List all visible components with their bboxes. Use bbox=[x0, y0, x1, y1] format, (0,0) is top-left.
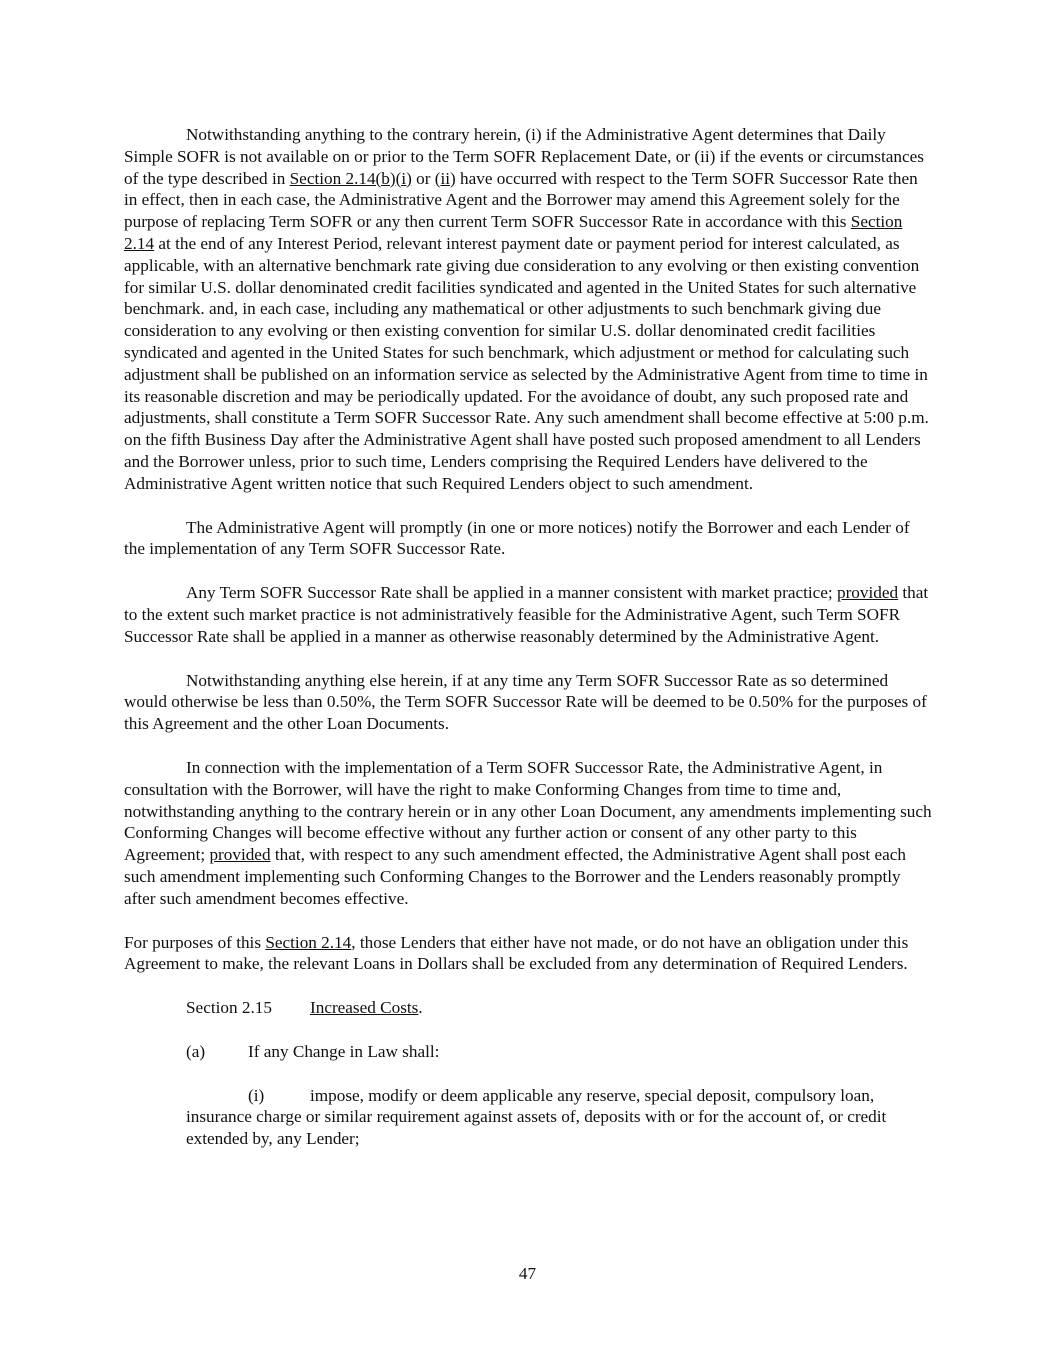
clause-a bbox=[186, 1041, 934, 1063]
section-number: Section 2.15 bbox=[186, 998, 272, 1018]
provided-term: provided bbox=[836, 583, 899, 603]
paragraph-rate-floor: Notwithstanding anything else herein, if at any time any Term SOFR Successor Rate as so determined would otherwise be less than 0.50%, the Term SOFR Successor Rate will be deemed to be 0.50% for the purposes of this Agreement and the other Loan Documents. bbox=[124, 670, 927, 734]
section-2-14-reference: Section 2.14 bbox=[265, 932, 352, 952]
paragraph-conforming-changes: In connection with the implementation of a Term SOFR Successor Rate, the Administrative Agent, in consultation with the Borrower, will have the right to make Conforming Changes from time to time and, notwithstanding anything to the contrary herein or in any other Loan Document, any amendments implementing such Conforming Changes will become effective without any further action or consent of any other party to this Agreement; provided that, with respect to any such amendment effected, the Administrative Agent shall post each such amendment implementing such Conforming Changes to the Borrower and the Lenders reasonably promptly after such amendment becomes effective. bbox=[124, 757, 932, 908]
section-2-14-reference: Section 2.14 bbox=[124, 212, 903, 253]
provided-term: provided bbox=[209, 845, 271, 865]
clause-i-text: impose, modify or deem applicable any reserve, special deposit, compulsory loan, insurance charge or similar requirement against assets of, deposits with or for the account of, or credit extended by, any Lender; bbox=[186, 1085, 887, 1149]
clause-i-label: (i) bbox=[248, 1085, 265, 1105]
document-body bbox=[124, 124, 934, 1150]
paragraph-market-practice: Any Term SOFR Successor Rate shall be applied in a manner consistent with market practice; provided that to the extent such market practice is not administratively feasible for the Administrative Agent, such Term SOFR Successor Rate shall be applied in a manner as otherwise reasonably determined by the Administrative Agent. bbox=[124, 583, 929, 646]
clause-i bbox=[186, 1085, 934, 1150]
clause-a-text: If any Change in Law shall: bbox=[248, 1041, 440, 1061]
paragraph-notify-implementation: The Administrative Agent will promptly (in one or more notices) notify the Borrower and each Lender of the implementation of any Term SOFR Successor Rate. bbox=[124, 517, 910, 559]
section-title: Increased Costs bbox=[310, 998, 419, 1018]
clause-ii-reference: (ii) bbox=[434, 168, 456, 188]
page-number: 47 bbox=[518, 1264, 537, 1283]
clause-a-label: (a) bbox=[186, 1041, 206, 1061]
section-2-14-b-i-reference: Section 2.14(b)(i) bbox=[289, 168, 412, 188]
paragraph-successor-rate-amendment: Notwithstanding anything to the contrary herein, (i) if the Administrative Agent determines that Daily Simple SOFR is not available on or prior to the Term SOFR Replacement Date, or (ii) if the events or circumstances of the type described in Section 2.14(b)(i) or (ii) have occurred with respect to the Term SOFR Successor Rate then in effect, then in each case, the Administrative Agent and the Borrower may amend this Agreement solely for the purpose of replacing Term SOFR or any then current Term SOFR Successor Rate in accordance with this Section 2.14 at the end of any Interest Period, relevant interest payment date or payment period for interest calculated, as applicable, with an alternative benchmark rate giving due consideration to any evolving or then existing convention for similar U.S. dollar denominated credit facilities syndicated and agented in the United States for such alternative benchmark. and, in each case, including any mathematical or other adjustments to such benchmark giving due consideration to any evolving or then existing convention for similar U.S. dollar denominated credit facilities syndicated and agented in the United States for such benchmark, which adjustment or method for calculating such adjustment shall be published on an information service as selected by the Administrative Agent from time to time in its reasonable discretion and may be periodically updated. For the avoidance of doubt, any such proposed rate and adjustments, shall constitute a Term SOFR Successor Rate. Any such amendment shall become effective at 5:00 p.m. on the fifth Business Day after the Administrative Agent shall have posted such proposed amendment to all Lenders and the Borrower unless, prior to such time, Lenders comprising the Required Lenders have delivered to the Administrative Agent written notice that such Required Lenders object to such amendment. bbox=[124, 125, 929, 493]
paragraph-required-lenders: For purposes of this Section 2.14, those Lenders that either have not made, or do not have an obligation under this Agreement to make, the relevant Loans in Dollars shall be excluded from any determination of Required Lenders. bbox=[124, 932, 909, 974]
section-heading: Section 2.15 Increased Costs. bbox=[186, 998, 423, 1018]
